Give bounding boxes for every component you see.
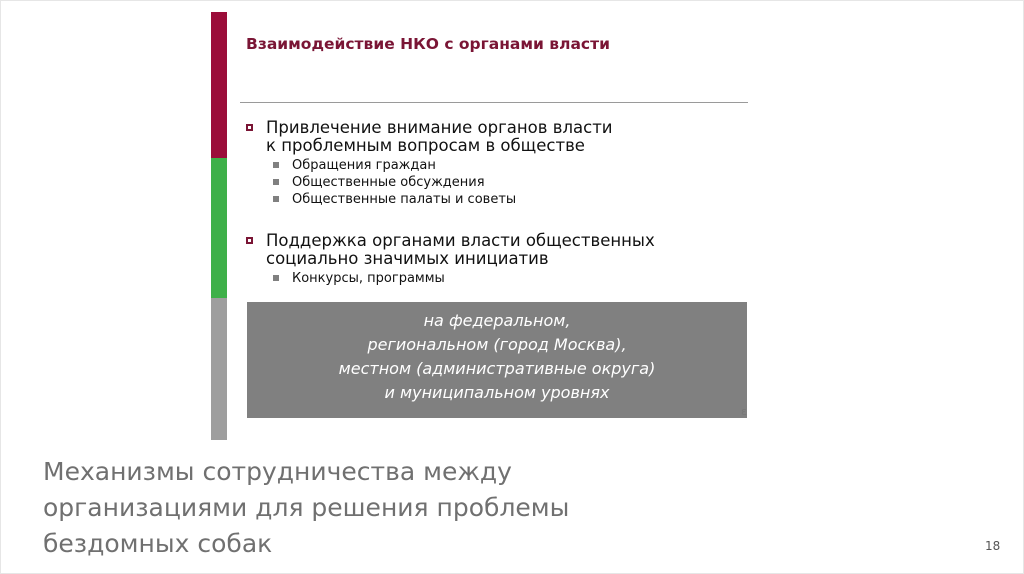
page-number: 18: [985, 539, 1001, 553]
accent-bar-gray: [211, 298, 227, 440]
sub-list: [273, 157, 746, 208]
sub-list-item-label: Конкурсы, программы: [292, 271, 445, 286]
square-bullet-icon: [273, 196, 279, 202]
bullet-item-line: социально значимых инициатив: [266, 249, 549, 268]
square-bullet-icon: [273, 162, 279, 168]
sub-list-item-label: Общественные палаты и советы: [292, 192, 517, 207]
square-bullet-icon: [246, 124, 253, 131]
bullet-item-line: Привлечение внимание органов власти: [266, 118, 613, 137]
sub-list-item: [273, 270, 746, 287]
sub-list-item: [273, 174, 746, 191]
sub-list-item-label: Общественные обсуждения: [292, 175, 485, 190]
bullet-item-text: [266, 119, 746, 155]
title-divider: [240, 102, 748, 103]
levels-box: [247, 302, 747, 418]
sub-list: [273, 270, 746, 287]
bullet-item-text: [266, 232, 746, 268]
accent-bar-green: [211, 158, 227, 298]
sub-list-item: [273, 191, 746, 208]
corner-mark: ε: [741, 405, 747, 418]
bullet-item-line: к проблемным вопросам в обществе: [266, 136, 585, 155]
square-bullet-icon: [273, 179, 279, 185]
page-title-line: Механизмы сотрудничества между: [43, 457, 512, 486]
bullet-item-support: [246, 232, 746, 287]
page-title-line: бездомных собак: [43, 529, 273, 558]
levels-line: и муниципальном уровнях: [384, 383, 610, 402]
square-bullet-icon: [246, 237, 253, 244]
sub-list-item-label: Обращения граждан: [292, 158, 436, 173]
levels-line: на федеральном,: [423, 311, 571, 330]
page-title: [43, 454, 569, 562]
slide-title: Взаимодействие НКО с органами власти: [246, 35, 610, 53]
square-bullet-icon: [273, 275, 279, 281]
accent-bar-red: [211, 12, 227, 158]
bullet-item-attention: [246, 119, 746, 208]
levels-line: местном (административные округа): [338, 359, 656, 378]
levels-line: региональном (город Москва),: [367, 335, 627, 354]
page-title-line: организациями для решения проблемы: [43, 493, 570, 522]
bullet-item-line: Поддержка органами власти общественных: [266, 231, 655, 250]
sub-list-item: [273, 157, 746, 174]
